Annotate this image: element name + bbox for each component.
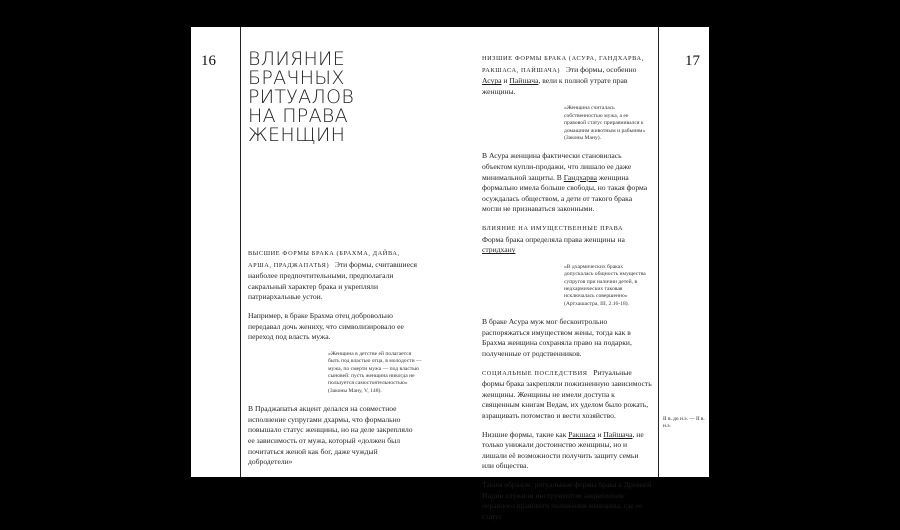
section-property-rights [482,223,652,256]
section-heading: НИЗШИЕ ФОРМЫ БРАКА (АСУРА, ГАНДХАРВА, РАКШАСА, ПАЙШАЧА) [482,55,644,74]
right-margin-rule [658,27,659,477]
left-column [248,248,422,476]
page-number-left: 16 [201,53,216,69]
paragraph: В браке Асура муж мог бесконтрольно распоряжаться имуществом жены, тогда как в Брахма женщина сохраняла право на подарки, полученные от родственников. [482,317,632,358]
paragraph-text: женщина формально имела больше свободы, но такая форма осуждалась обществом, а дети от такого брака могли не признаваться законными. [482,172,648,214]
right-column [482,53,652,530]
paragraph-text: , вели к полной утрате прав женщины. [482,76,628,96]
link-paishacha[interactable]: Пайшача [603,429,633,439]
paragraph-text: Ритуальные формы брака закрепляли пожизненную зависимость женщины. Женщины не имели доступа к священным книгам Ведам, их уделом было рожать, взращивать потомство и вести хозяйство. [482,367,652,420]
left-margin-rule [240,27,241,477]
paragraph-text: Форма брака определяла права женщины на [482,234,625,244]
blockquote-property: «Женщина считалась собственностью мужа, а ее правовой статус приравнивался к домашним животным и рабыням» (Законы Ману). [564,105,646,141]
page-number-right: 17 [685,53,700,69]
link-gandharva[interactable]: Гандхарва [563,172,597,182]
paragraph-text: Низшие формы, такие как [482,429,567,439]
section-low-forms [482,53,652,97]
paragraph-text: В Асура женщина фактически становилась объектом купли-продажи, что лишало ее даже минимальной защиты. В [482,151,632,182]
paragraph: Например, в браке Брахма отец добровольно передавал дочь жениху, что символизировало ее переход под власть мужа. [248,310,404,342]
paragraph [482,430,652,472]
page-title: ВЛИЯНИЕ БРАЧНЫХ РИТУАЛОВ НА ПРАВА ЖЕНЩИН [248,48,355,146]
section-heading: СОЦИАЛЬНЫЕ ПОСЛЕДСТВИЯ [482,369,588,377]
blockquote-arthashastra: «В дхармических браках допускалась общность имущества супругов при наличии детей, в недхармических таковая исключалась совершенно» (Артхашастра, III, 2.16-18). [564,263,646,307]
link-paishacha[interactable]: Пайшача [509,76,539,86]
paragraph: В Праджапатья акцент делался на совместное исполнение супругами дхармы, что формально повышало статус женщины, но на деле закрепляло ее зависимость от мужа, который «должен был почитаться женой как бог, даже чуждый добродетели» [248,404,413,467]
margin-note-date: II в. до н.э. — II в. н.э. [663,416,705,430]
link-asura[interactable]: Асура [482,76,502,86]
section-heading: ВЫСШИЕ ФОРМЫ БРАКА (БРАХМА, ДАЙВА, АРША, ПРАДЖАПАТЬЯ) [248,250,400,269]
paragraph-text: Эти формы, особенно [565,64,637,74]
paragraph [482,151,652,215]
paragraph-text: и [503,76,508,86]
link-stridhana[interactable]: стридхану [482,245,516,255]
section-high-forms [248,248,418,303]
paragraph-text: и [597,429,602,439]
section-heading: ВЛИЯНИЕ НА ИМУЩЕСТВЕННЫЕ ПРАВА [482,224,624,232]
paragraph-text: , не только унижали достоинство женщины, но и лишали её возможности получить защиту семьи или общества. [482,429,644,471]
blockquote-manu: «Женщина в детстве ей полагается быть под властью отца, в молодости — мужа, по смерти мужа — под властью сыновей: пусть женщина никогда не пользуется самостоятельностью» (Законы Ману, V, 148). [328,350,422,394]
paragraph: Таким образом, ритуальные формы брака в Древней Индии служили инструментом закрепления неравного правового положения женщины, где ее статус [482,479,652,521]
paragraph-text: Эти формы, считавшиеся наиболее предпочтительными, предполагали сакральный характер брака и укрепляли патриархальные устои. [248,259,418,302]
book-spread [191,27,709,521]
section-social-consequences [482,368,652,422]
link-rakshasa[interactable]: Ракшаса [568,429,596,439]
